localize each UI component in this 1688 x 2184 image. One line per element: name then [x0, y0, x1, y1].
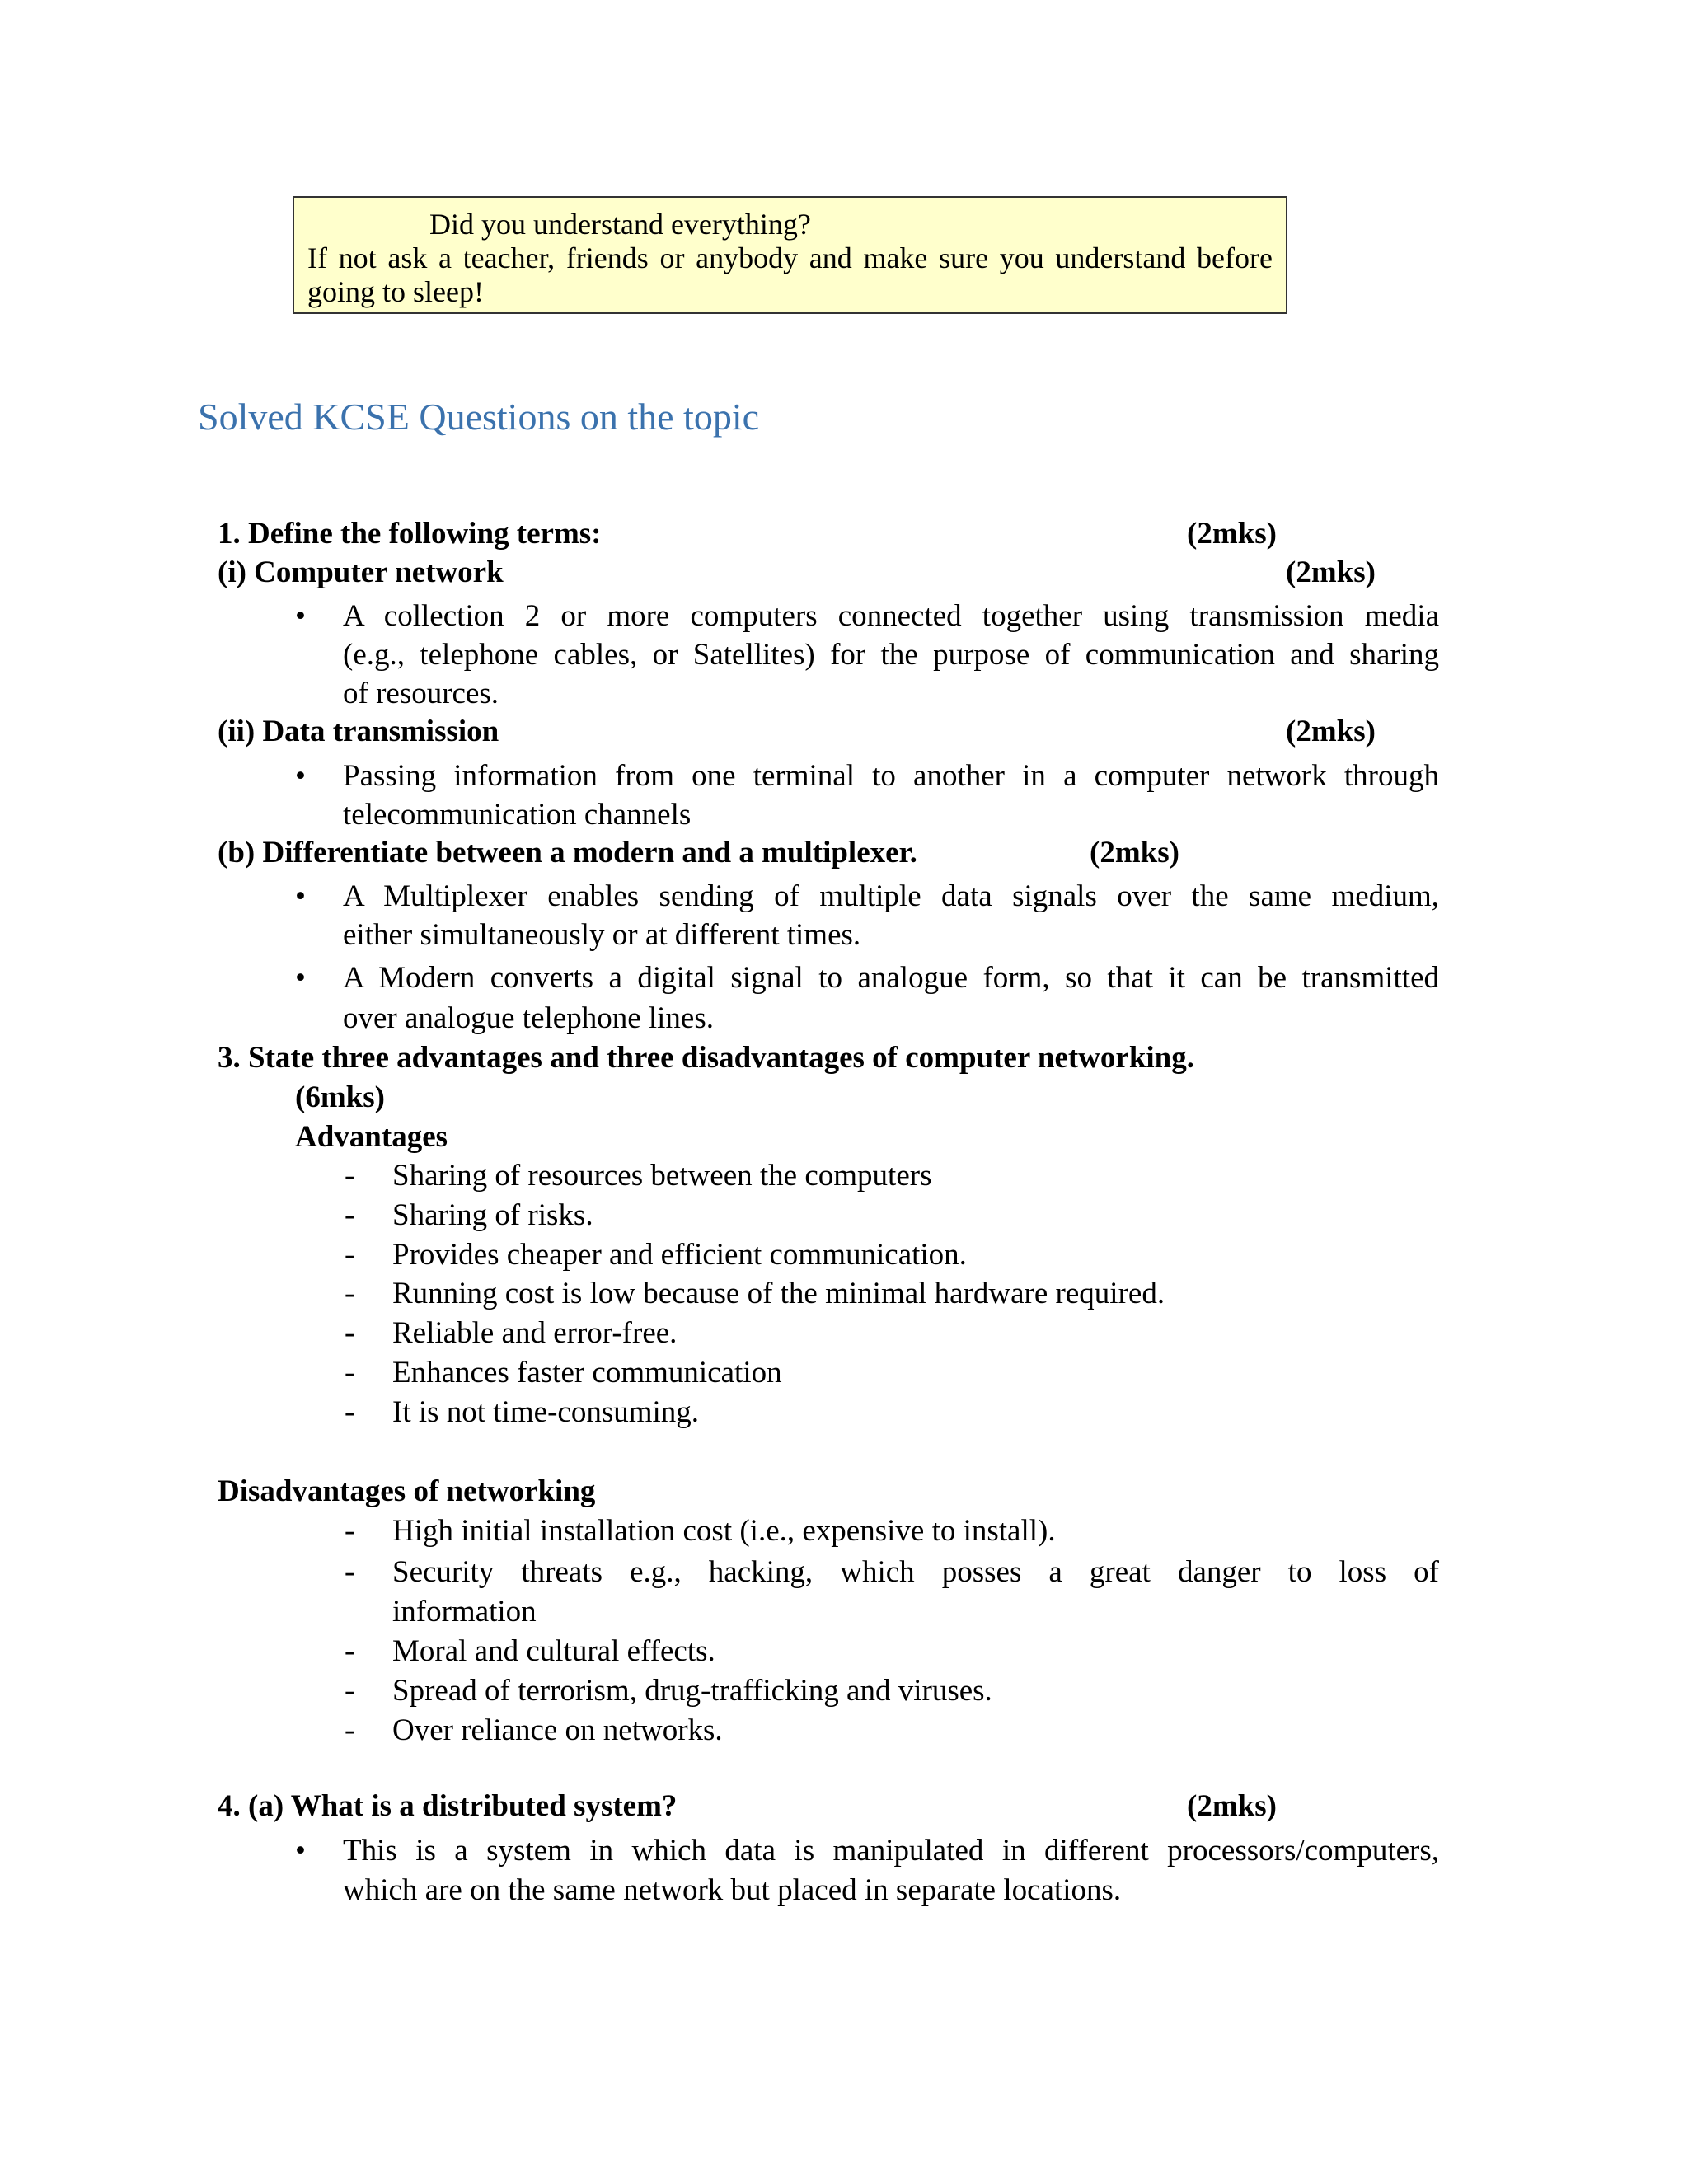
disadvantages-title: Disadvantages of networking: [218, 1474, 596, 1508]
list-item: information: [392, 1595, 537, 1629]
dash-icon: -: [345, 1713, 355, 1747]
list-item: Spread of terrorism, drug-trafficking and viruses.: [392, 1674, 992, 1708]
notice-line-3: going to sleep!: [307, 275, 484, 308]
list-item: Provides cheaper and efficient communication.: [392, 1238, 967, 1272]
dash-icon: -: [345, 1395, 355, 1429]
answer-line: A Modern converts a digital signal to analogue form, so that it can be transmitted: [343, 961, 1439, 995]
dash-icon: -: [345, 1159, 355, 1193]
answer-line: A collection 2 or more computers connected together using transmission media: [343, 599, 1439, 633]
q1-b-title-text: (b) Differentiate between a modern and a multiplexer.: [218, 836, 917, 869]
answer-line: Passing information from one terminal to another in a computer network through: [343, 759, 1439, 793]
q1-title: [218, 514, 1437, 554]
q1-title-text: 1. Define the following terms:: [218, 517, 602, 551]
q1-ii-title-text: (ii) Data transmission: [218, 715, 499, 748]
dash-icon: -: [345, 1634, 355, 1668]
list-item: Sharing of risks.: [392, 1198, 593, 1232]
list-item: Over reliance on networks.: [392, 1713, 723, 1747]
list-item: Sharing of resources between the computers: [392, 1159, 932, 1193]
answer-line: over analogue telephone lines.: [343, 1001, 714, 1035]
list-item: Reliable and error-free.: [392, 1316, 678, 1350]
dash-icon: -: [345, 1356, 355, 1390]
q1-i-title: [218, 553, 1437, 593]
answer-line: of resources.: [343, 677, 499, 710]
q1-b-title: [218, 833, 1437, 873]
answer-line: which are on the same network but placed in separate locations.: [343, 1873, 1122, 1907]
notice-line-1: Did you understand everything?: [429, 208, 811, 241]
q4-title: [218, 1787, 1437, 1826]
advantages-title: Advantages: [295, 1120, 448, 1154]
bullet-icon: •: [295, 961, 306, 995]
bullet-icon: •: [295, 879, 306, 913]
q3-marks: (6mks): [295, 1080, 385, 1114]
q4-title-text: 4. (a) What is a distributed system?: [218, 1789, 678, 1823]
list-item: Enhances faster communication: [392, 1356, 782, 1390]
q1-marks: (2mks): [1187, 517, 1277, 551]
answer-line: (e.g., telephone cables, or Satellites) for the purpose of communication and sharing: [343, 638, 1439, 672]
q1-b-answer: [0, 877, 1688, 1042]
q4-answer: [0, 1831, 1688, 1914]
answer-line: A Multiplexer enables sending of multiple data signals over the same medium,: [343, 879, 1439, 913]
q1-i-answer: [0, 597, 1688, 720]
list-item: Running cost is low because of the minimal hardware required.: [392, 1277, 1165, 1310]
bullet-icon: •: [295, 759, 306, 793]
q4-marks: (2mks): [1187, 1789, 1277, 1823]
q1-i-marks: (2mks): [1286, 555, 1376, 589]
dash-icon: -: [345, 1555, 355, 1589]
answer-line: This is a system in which data is manipulated in different processors/computers,: [343, 1834, 1439, 1868]
list-item: Security threats e.g., hacking, which posses a great danger to loss of: [392, 1555, 1439, 1589]
advantages-list: [0, 1156, 1688, 1436]
bullet-icon: •: [295, 1834, 306, 1868]
q1-ii-marks: (2mks): [1286, 715, 1376, 748]
list-item: It is not time-consuming.: [392, 1395, 700, 1429]
dash-icon: -: [345, 1674, 355, 1708]
list-item: Moral and cultural effects.: [392, 1634, 715, 1668]
section-heading: Solved KCSE Questions on the topic: [198, 396, 760, 438]
bullet-icon: •: [295, 599, 306, 633]
dash-icon: -: [345, 1238, 355, 1272]
dash-icon: -: [345, 1277, 355, 1310]
dash-icon: -: [345, 1198, 355, 1232]
q1-ii-answer: [0, 757, 1688, 839]
dash-icon: -: [345, 1316, 355, 1350]
q1-ii-title: [218, 712, 1437, 752]
q1-i-title-text: (i) Computer network: [218, 555, 504, 589]
dash-icon: -: [345, 1514, 355, 1548]
notice-line-2: If not ask a teacher, friends or anybody and make sure you understand before: [307, 241, 1273, 274]
disadvantages-list: [0, 1511, 1688, 1759]
q3-title: 3. State three advantages and three disadvantages of computer networking.: [218, 1041, 1195, 1075]
answer-line: telecommunication channels: [343, 798, 692, 832]
list-item: High initial installation cost (i.e., expensive to install).: [392, 1514, 1056, 1548]
q1-b-marks: (2mks): [1090, 836, 1179, 869]
answer-line: either simultaneously or at different times.: [343, 918, 861, 952]
notice-box: [293, 196, 1287, 314]
